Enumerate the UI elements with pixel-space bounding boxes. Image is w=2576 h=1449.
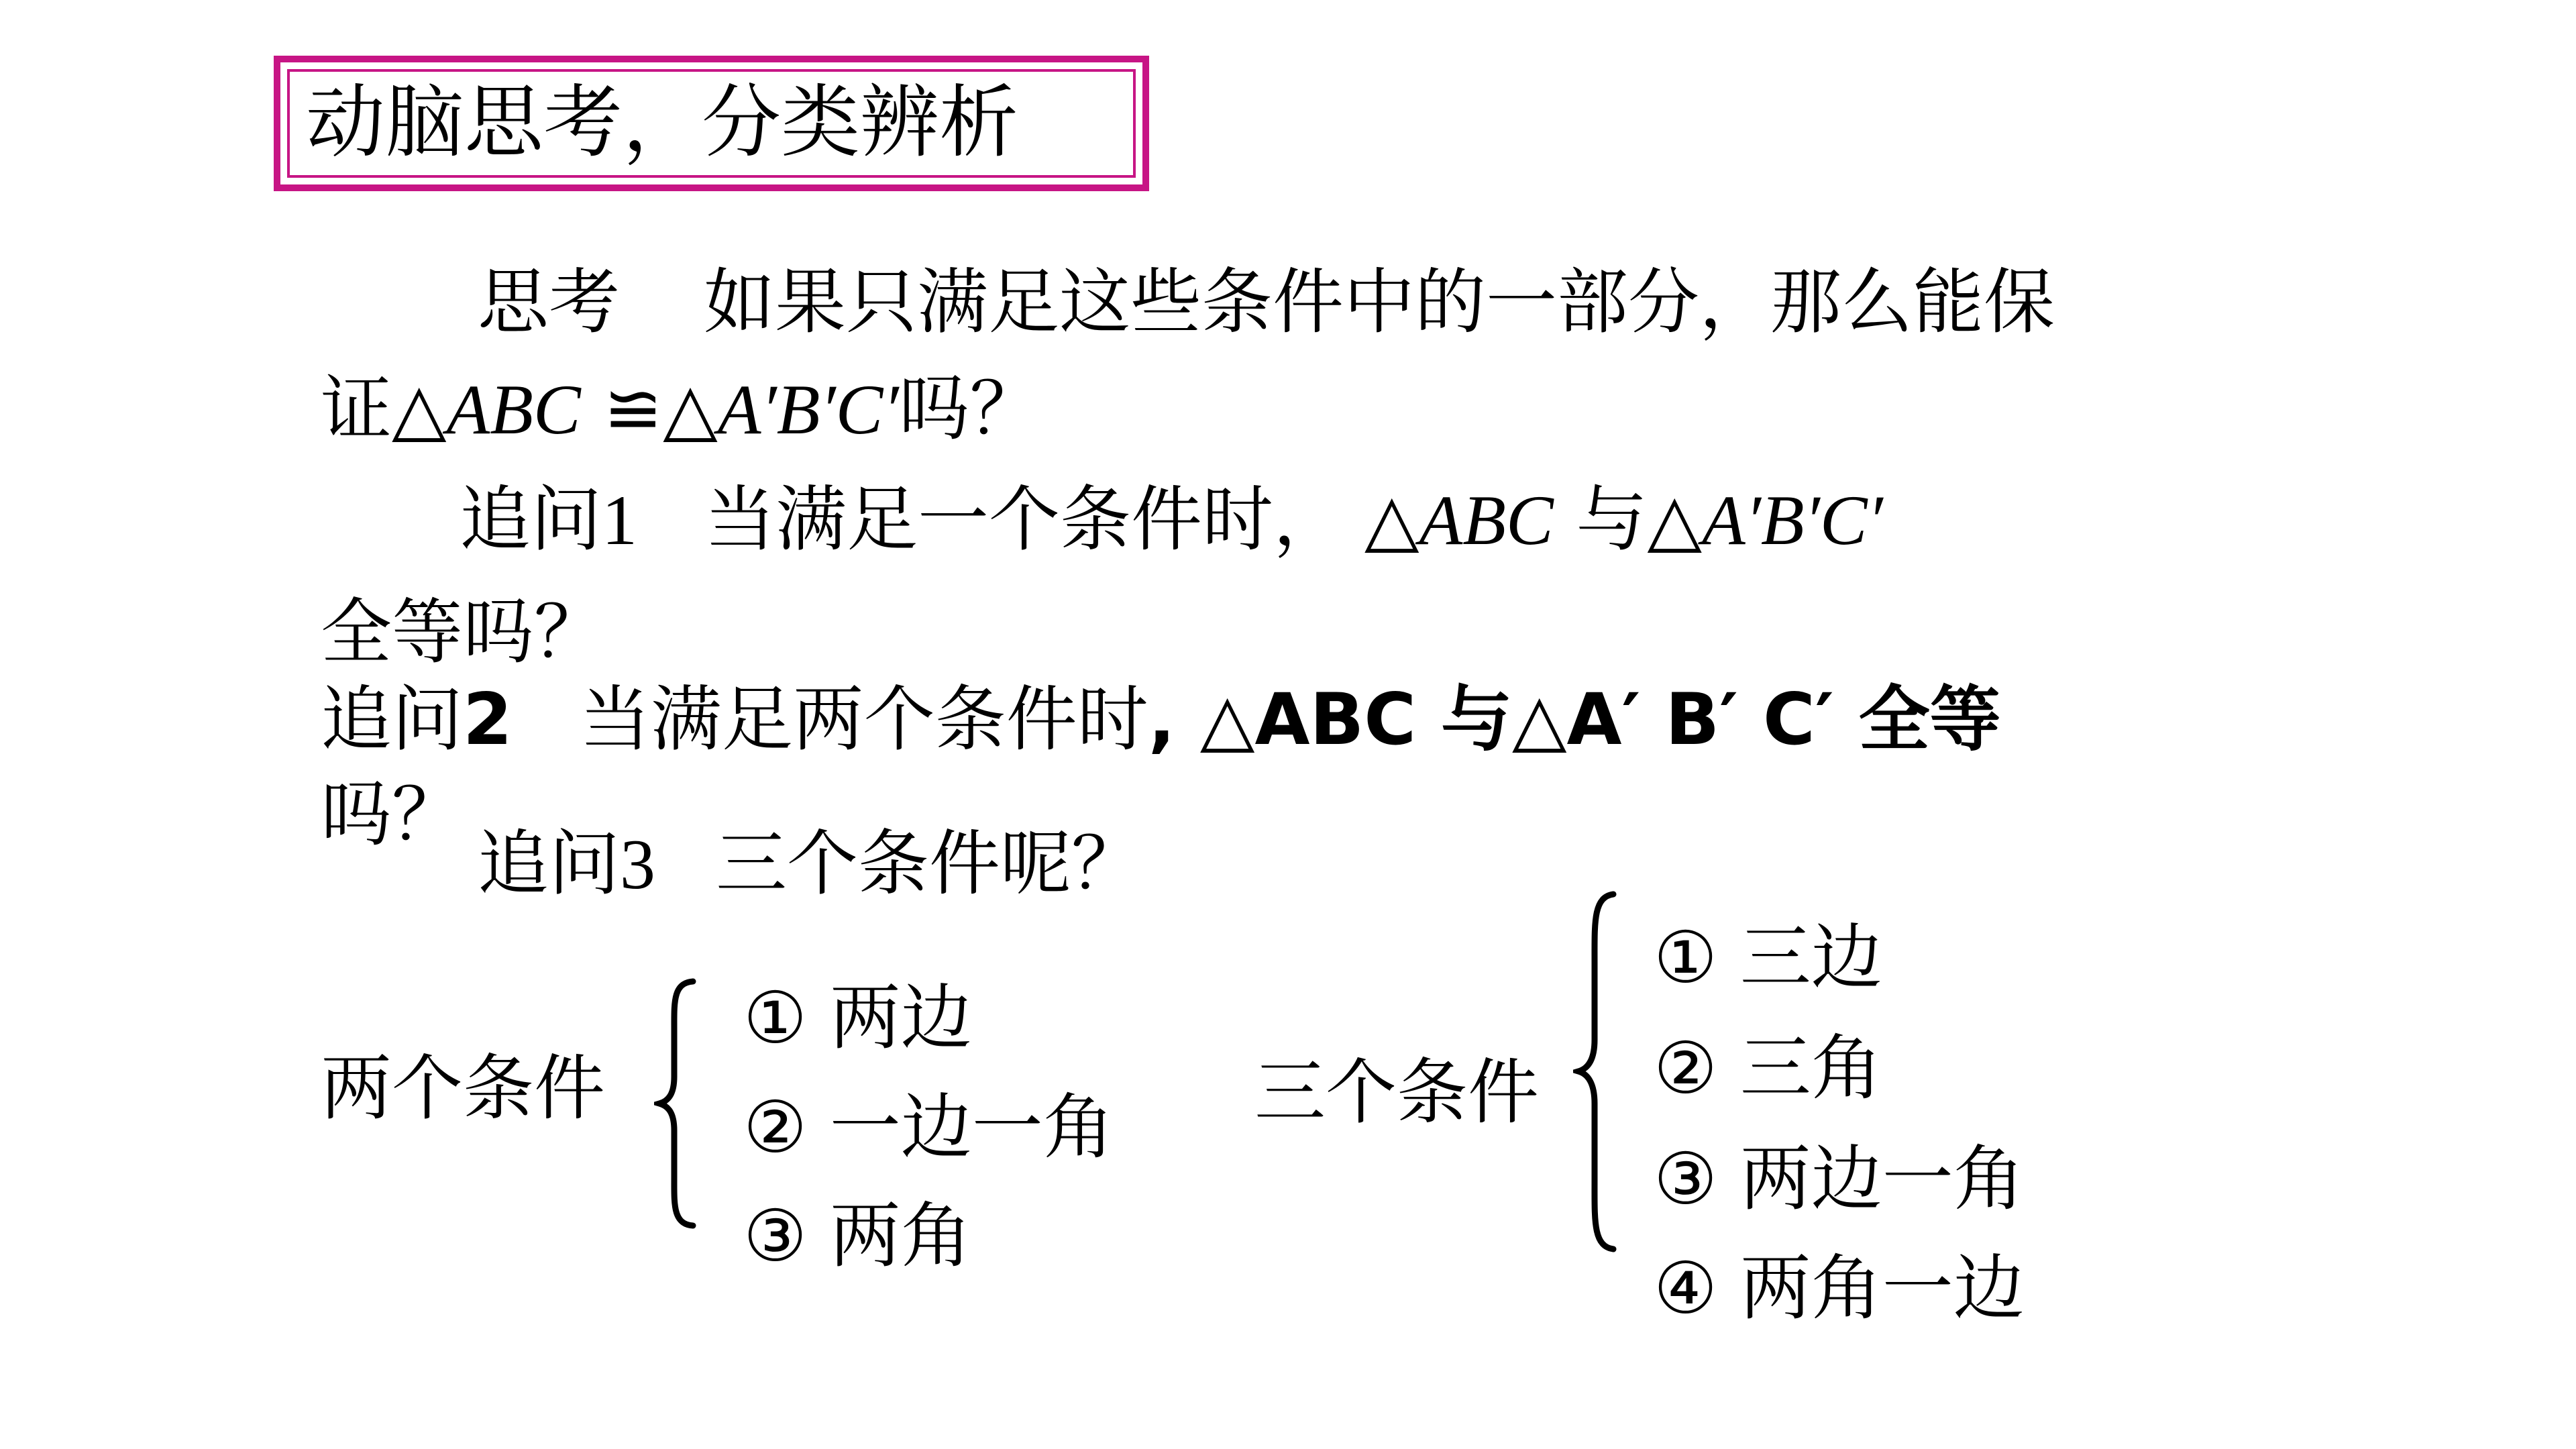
triangle-symbol: △: [663, 368, 718, 450]
think-line-1: [478, 261, 2055, 343]
q2-cont: 吗？: [321, 773, 463, 856]
q3-num: 3: [620, 825, 655, 904]
triangle-a-prime: A′B′C′: [717, 370, 899, 449]
triangle-abc: ABC: [1419, 481, 1554, 559]
q2-num: 2: [463, 678, 513, 761]
three-conditions-item-3: ③ 两边一角: [1654, 1138, 2025, 1220]
title-frame: [274, 56, 1149, 191]
think-text: 如果只满足这些条件中的一部分，那么能保: [704, 261, 2055, 343]
three-conditions-item-4: ④ 两角一边: [1654, 1247, 2025, 1330]
q3-label: 追问: [478, 822, 620, 905]
q1-num: 1: [602, 481, 637, 559]
two-conditions-item-3: ③ 两角: [743, 1195, 972, 1277]
three-conditions-item-2: ② 三角: [1654, 1027, 1882, 1110]
q2-rest: , △ABC 与△A′ B′ C′ 全等: [1148, 678, 2001, 761]
q1-text: 当满足一个条件时，: [704, 478, 1344, 561]
q3-line: [478, 822, 1142, 905]
two-conditions-item-2: ② 一边一角: [743, 1086, 1114, 1169]
congruent-symbol: ≌: [580, 368, 663, 450]
triangle-symbol: △: [1364, 478, 1419, 561]
think-label: 思考: [478, 261, 620, 343]
two-conditions-item-1: ① 两边: [743, 977, 972, 1059]
q2-line-1: [321, 678, 2001, 761]
think-line-2: [321, 368, 1041, 450]
think-cont-prefix: 证: [321, 368, 392, 450]
triangle-abc: ABC: [446, 370, 581, 449]
slide-title: 动脑思考，分类辨析: [306, 76, 1019, 168]
q2-text: 当满足两个条件时: [579, 678, 1148, 761]
triangle-a-prime: A′B′C′: [1701, 481, 1883, 559]
triangle-symbol: △: [1647, 478, 1702, 561]
think-tail: 吗？: [898, 368, 1041, 450]
q1-cont: 全等吗？: [321, 591, 605, 674]
q3-text: 三个条件呢？: [716, 822, 1142, 905]
three-conditions-label: 三个条件: [1254, 1051, 1539, 1134]
three-conditions-item-1: ① 三边: [1654, 916, 1882, 999]
two-conditions-label: 两个条件: [321, 1047, 605, 1130]
triangle-symbol: △: [392, 368, 447, 450]
left-brace-icon: [1573, 889, 1620, 1254]
q1-mid: 与: [1553, 478, 1648, 561]
left-brace-icon: [654, 976, 701, 1231]
q1-label: 追问: [460, 478, 602, 561]
q2-label: 追问: [321, 678, 463, 761]
q1-line-1: [460, 478, 1883, 561]
